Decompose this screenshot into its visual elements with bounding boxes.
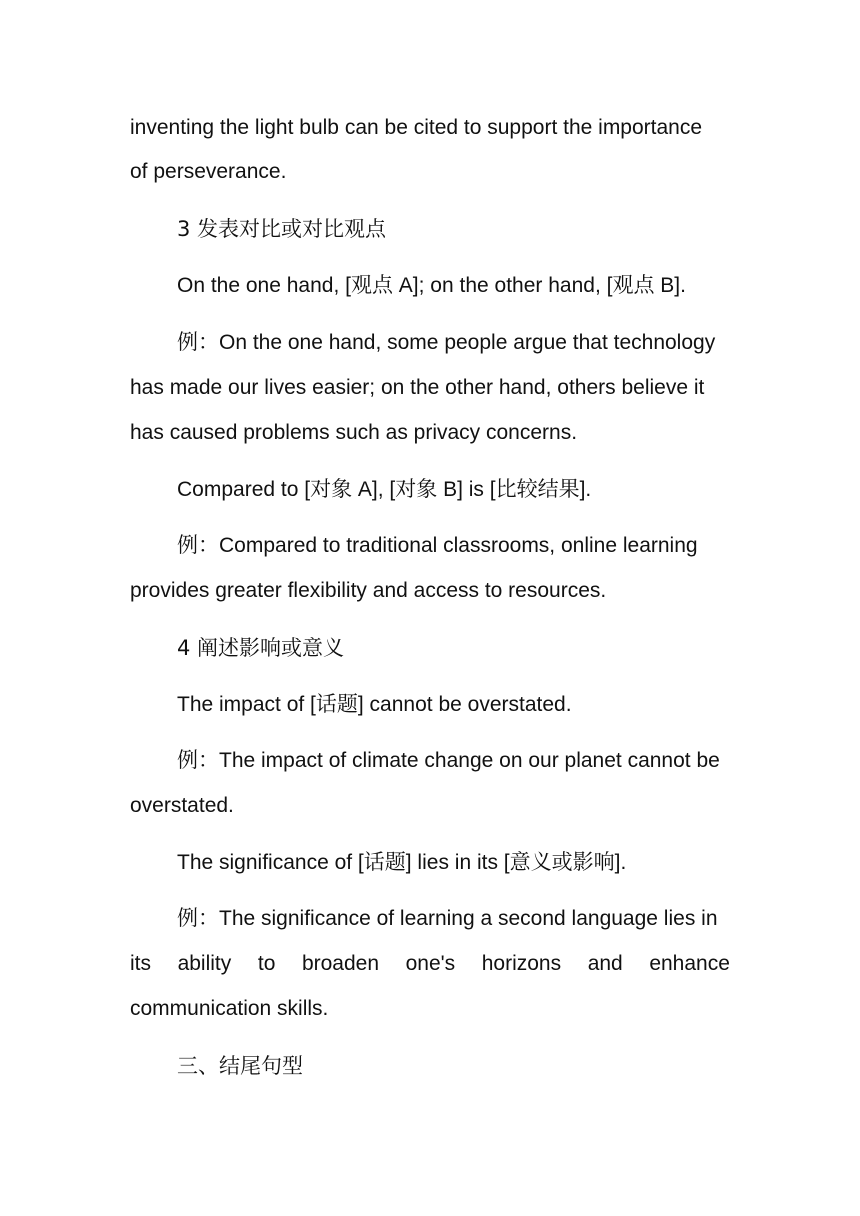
example-line-justified bbox=[130, 950, 730, 978]
sentence-pattern: Compared to [对象 A], [对象 B] is [比较结果]. bbox=[177, 478, 592, 501]
example-line: provides greater flexibility and access to resources. bbox=[130, 579, 607, 602]
chapter-heading: 三、结尾句型 bbox=[177, 1054, 303, 1078]
word: its bbox=[130, 952, 151, 975]
example-line: 例：The impact of climate change on our planet cannot be bbox=[177, 749, 720, 772]
word: enhance bbox=[649, 952, 730, 975]
word: and bbox=[587, 952, 623, 975]
word: horizons bbox=[481, 952, 562, 975]
section-heading: 3 发表对比或对比观点 bbox=[177, 217, 387, 241]
word: ability bbox=[177, 952, 232, 975]
sentence-pattern: On the one hand, [观点 A]; on the other hand, [观点 B]. bbox=[177, 274, 686, 297]
example-line: overstated. bbox=[130, 794, 234, 817]
word: to bbox=[257, 952, 276, 975]
example-line: has made our lives easier; on the other hand, others believe it bbox=[130, 376, 705, 399]
sentence-pattern: The impact of [话题] cannot be overstated. bbox=[177, 693, 572, 716]
paragraph-line: inventing the light bulb can be cited to support the importance bbox=[130, 116, 703, 139]
sentence-pattern: The significance of [话题] lies in its [意义或影响]. bbox=[177, 851, 627, 874]
example-line: 例：On the one hand, some people argue that technology bbox=[177, 331, 716, 354]
paragraph-line: of perseverance. bbox=[130, 160, 287, 183]
word: broaden bbox=[301, 952, 380, 975]
section-heading: 4 阐述影响或意义 bbox=[177, 636, 345, 660]
example-line: 例：Compared to traditional classrooms, online learning bbox=[177, 534, 698, 557]
example-line: has caused problems such as privacy concerns. bbox=[130, 421, 578, 444]
example-line: communication skills. bbox=[130, 997, 329, 1020]
example-line: 例：The significance of learning a second language lies in bbox=[177, 907, 718, 930]
word: one's bbox=[405, 952, 456, 975]
